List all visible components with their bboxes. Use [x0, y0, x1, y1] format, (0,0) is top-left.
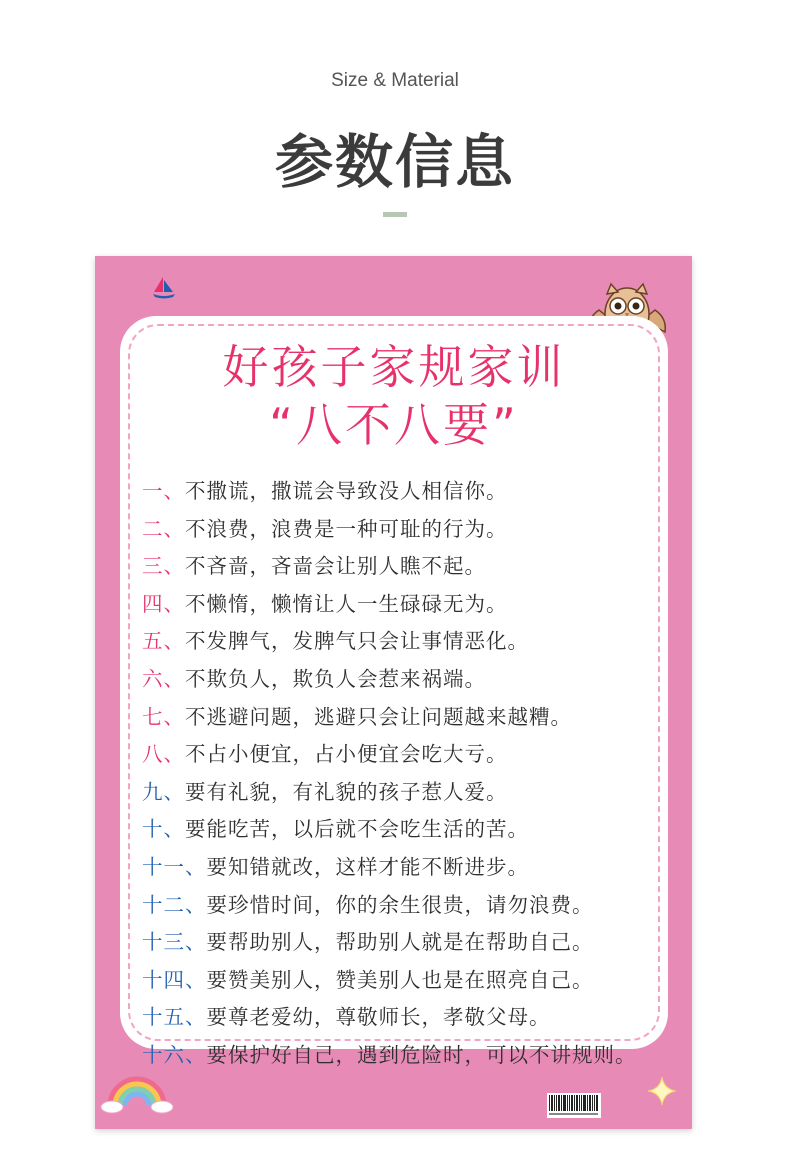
rule-item: [142, 736, 662, 774]
sailboat-logo-icon: [151, 276, 177, 304]
rule-text: 不撒谎，撒谎会导致没人相信你。: [185, 479, 508, 503]
rule-text: 要有礼貌，有礼貌的孩子惹人爱。: [185, 779, 508, 804]
rule-item: [142, 548, 662, 586]
rule-text: 要赞美别人，赞美别人也是在照亮自己。: [206, 967, 594, 992]
rule-item: [142, 511, 662, 549]
rule-number: 三、: [142, 554, 185, 579]
barcode-icon: [547, 1093, 601, 1118]
rule-number: 七、: [142, 704, 185, 729]
rule-item: [142, 887, 662, 925]
rule-item: [142, 586, 662, 624]
rule-item: [142, 962, 662, 1000]
rule-number: 四、: [142, 591, 185, 616]
rule-text: 要尊老爱幼，尊敬师长，孝敬父母。: [206, 1005, 551, 1030]
rule-text: 不占小便宜，占小便宜会吃大亏。: [185, 742, 508, 767]
rule-number: 九、: [142, 779, 185, 804]
poster-subtitle: “八不八要”: [269, 398, 519, 452]
rule-item: [142, 1037, 662, 1075]
rule-text: 要珍惜时间，你的余生很贵，请勿浪费。: [206, 892, 594, 917]
rule-number: 八、: [142, 742, 185, 767]
rule-item: [142, 699, 662, 737]
sparkle-icon: [647, 1076, 677, 1110]
rule-text: 要保护好自己，遇到危险时，可以不讲规则。: [206, 1042, 637, 1067]
rule-number: 二、: [142, 516, 185, 541]
rule-number: 一、: [142, 479, 185, 503]
rule-text: 不逃避问题，逃避只会让问题越来越糟。: [185, 704, 572, 729]
rule-text: 不吝啬，吝啬会让别人瞧不起。: [185, 554, 486, 579]
rule-item: [142, 849, 662, 887]
poster-title: 好孩子家规家训: [222, 340, 566, 394]
rule-item: [142, 924, 662, 962]
rule-text: 要知错就改，这样才能不断进步。: [206, 854, 529, 879]
rule-number: 五、: [142, 629, 185, 654]
rule-number: 十六、: [142, 1042, 207, 1067]
poster: [95, 256, 692, 1129]
rule-text: 要帮助别人，帮助别人就是在帮助自己。: [206, 930, 594, 955]
rule-text: 不懒惰，懒惰让人一生碌碌无为。: [185, 591, 508, 616]
rule-number: 十三、: [142, 930, 207, 955]
rule-number: 十二、: [142, 892, 207, 917]
rule-number: 十、: [142, 817, 185, 842]
page-title: 参数信息: [274, 128, 515, 196]
rules-list: [142, 473, 662, 1075]
rule-item: [142, 661, 662, 699]
rule-text: 不欺负人，欺负人会惹来祸端。: [185, 666, 486, 691]
title-divider: [383, 212, 407, 217]
rule-item: [142, 473, 662, 511]
rule-item: [142, 811, 662, 849]
section-subtitle: Size & Material: [331, 70, 459, 91]
rule-number: 十五、: [142, 1005, 207, 1030]
rule-number: 六、: [142, 666, 185, 691]
rule-item: [142, 623, 662, 661]
rule-item: [142, 774, 662, 812]
content-panel: [120, 316, 668, 1067]
rule-text: 要能吃苦，以后就不会吃生活的苦。: [185, 817, 529, 842]
rule-item: [142, 999, 662, 1037]
rule-text: 不发脾气，发脾气只会让事情恶化。: [185, 629, 529, 654]
rule-number: 十一、: [142, 854, 207, 879]
rule-number: 十四、: [142, 967, 207, 992]
rainbow-icon: [100, 1068, 174, 1118]
rule-text: 不浪费，浪费是一种可耻的行为。: [185, 516, 508, 541]
